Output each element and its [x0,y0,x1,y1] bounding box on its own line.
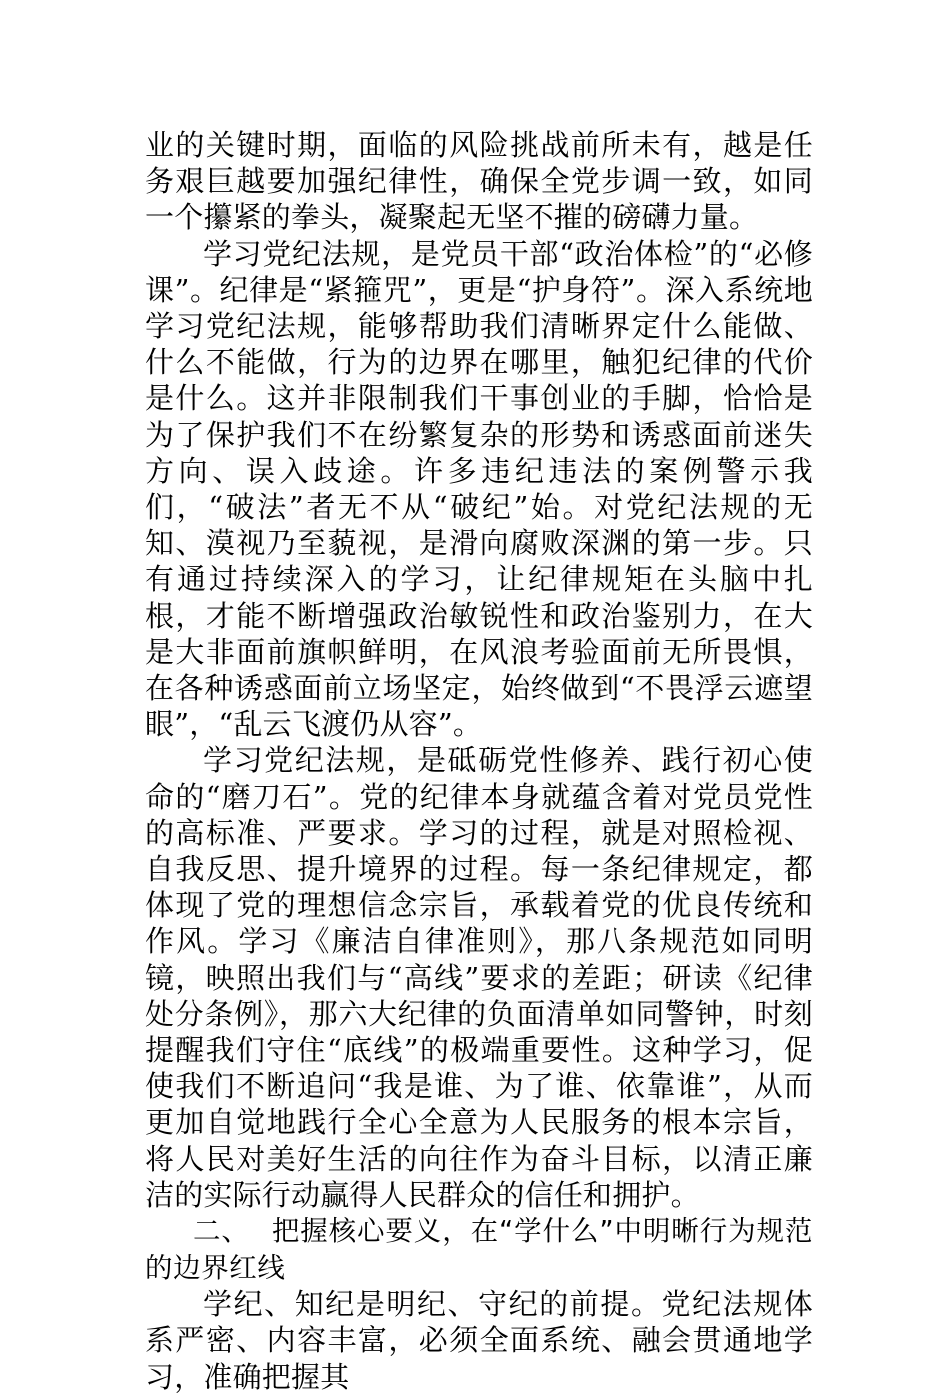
paragraph-continuation: 业的关键时期，面临的风险挑战前所未有，越是任务艰巨越要加强纪律性，确保全党步调一致，如同一个攥紧的拳头，凝聚起无坚不摧的磅礴力量。 [145,128,813,235]
section-heading [145,1213,813,1286]
section-number: 二、 [193,1215,250,1248]
document-body [145,127,813,1395]
section-title: 把握核心要义，在“学什么”中明晰行为规范的边界红线 [145,1215,814,1284]
paragraph-study-political-checkup: 学习党纪法规，是党员干部“政治体检”的“必修课”。纪律是“紧箍咒”，更是“护身符”。深入系统地学习党纪法规，能够帮助我们清晰界定什么能做、什么不能做，行为的边界在哪里，触犯纪律的代价是什么。这并非限制我们干事创业的手脚，恰恰是为了保护我们不在纷繁复杂的形势和诱惑面前迷失方向、误入歧途。许多违纪违法的案例警示我们，“破法”者无不从“破纪”始。对党纪法规的无知、漠视乃至藐视，是滑向腐败深渊的第一步。只有通过持续深入的学习，让纪律规矩在头脑中扎根，才能不断增强政治敏锐性和政治鉴别力，在大是大非面前旗帜鲜明，在风浪考验面前无所畏惧，在各种诱惑面前立场坚定，始终做到“不畏浮云遮望眼”，“乱云飞渡仍从容”。 [145,236,813,742]
paragraph-learn-discipline: 学纪、知纪是明纪、守纪的前提。党纪法规体系严密、内容丰富，必须全面系统、融会贯通地学习，准确把握其 [145,1287,813,1394]
paragraph-study-whetstone: 学习党纪法规，是砥砺党性修养、践行初心使命的“磨刀石”。党的纪律本身就蕴含着对党员党性的高标准、严要求。学习的过程，就是对照检视、自我反思、提升境界的过程。每一条纪律规定，都体现了党的理想信念宗旨，承载着党的优良传统和作风。学习《廉洁自律准则》，那八条规范如同明镜，映照出我们与“高线”要求的差距；研读《纪律处分条例》，那六大纪律的负面清单如同警钟，时刻提醒我们守住“底线”的极端重要性。这种学习，促使我们不断追问“我是谁、为了谁、依靠谁”，从而更加自觉地践行全心全意为人民服务的根本宗旨，将人民对美好生活的向往作为奋斗目标，以清正廉洁的实际行动赢得人民群众的信任和拥护。 [145,743,813,1212]
